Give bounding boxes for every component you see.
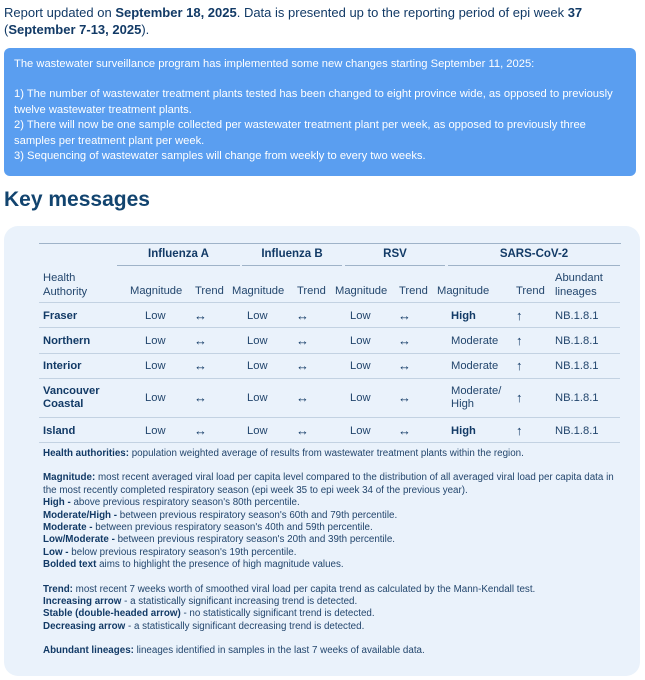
row-interior-flu-a-mag: Low — [145, 360, 166, 372]
row-interior-ha: Interior — [43, 360, 82, 372]
row-island-flu-b-stable-arrow-icon: ↔ — [296, 423, 309, 438]
row-fraser-flu-a-stable-arrow-icon: ↔ — [194, 308, 207, 323]
table-top-rule — [39, 243, 621, 244]
row-fraser-sars-mag: High — [451, 310, 476, 322]
row-island-flu-a-stable-arrow-icon: ↔ — [194, 423, 207, 438]
row-rule — [39, 327, 620, 328]
report-updated-text: Report updated on September 18, 2025. Data is presented up to the reporting period of epi week 37 (September 7-13, 2025). — [4, 5, 583, 37]
row-fraser-flu-b-mag: Low — [247, 310, 268, 322]
rule-influenza-a — [117, 265, 240, 266]
surveillance-table — [4, 226, 640, 456]
note-moderate-high: Moderate/High - between previous respiratory season's 60th and 79th percentile. — [43, 509, 398, 521]
col-flu-a-magnitude: Magnitude — [130, 285, 183, 297]
table-bottom-rule — [39, 442, 620, 443]
row-island-sars-increasing-arrow-icon: ↑ — [516, 423, 523, 438]
row-island-flu-a-mag: Low — [145, 425, 166, 437]
report-epi-week: 37 — [567, 5, 583, 20]
note-stable-arrow: Stable (double-headed arrow) - no statistically significant trend is detected. — [43, 608, 375, 620]
row-interior-flu-b-stable-arrow-icon: ↔ — [296, 358, 309, 373]
note-moderate: Moderate - between previous respiratory season's 40th and 59th percentile. — [43, 522, 373, 534]
col-sars-magnitude: Magnitude — [437, 285, 490, 297]
program-changes-notice — [4, 48, 636, 176]
row-island-flu-b-mag: Low — [247, 425, 268, 437]
row-northern-flu-b-stable-arrow-icon: ↔ — [296, 333, 309, 348]
row-northern-flu-a-mag: Low — [145, 335, 166, 347]
note-low: Low - below previous respiratory season's 19th percentile. — [43, 546, 297, 558]
notice-item-2: 2) There will now be one sample collected per wastewater treatment plant per week, as opposed to previously three samples per treatment plant per week. — [14, 119, 586, 147]
row-northern-rsv-stable-arrow-icon: ↔ — [398, 333, 411, 348]
note-decreasing-arrow: Decreasing arrow - a statistically significant decreasing trend is detected. — [43, 620, 365, 632]
note-health-authorities: Health authorities: population weighted average of results from wastewater treatment plants within the region. — [43, 448, 524, 459]
note-abundant-lineages: Abundant lineages: lineages identified in samples in the last 7 weeks of available data. — [43, 645, 425, 657]
row-island-rsv-stable-arrow-icon: ↔ — [398, 423, 411, 438]
row-vancouver-coastal-lineage: NB.1.8.1 — [555, 392, 599, 404]
row-fraser-rsv-stable-arrow-icon: ↔ — [398, 308, 411, 323]
row-vancouver-coastal-rsv-mag: Low — [350, 392, 371, 404]
row-fraser-lineage: NB.1.8.1 — [555, 310, 599, 322]
row-northern-sars-increasing-arrow-icon: ↑ — [516, 333, 523, 348]
header-influenza-a: Influenza A — [148, 248, 209, 260]
row-fraser-sars-increasing-arrow-icon: ↑ — [516, 308, 523, 323]
header-bottom-rule — [39, 302, 620, 303]
report-period: September 7-13, 2025 — [8, 22, 142, 37]
report-date: September 18, 2025 — [115, 5, 237, 20]
row-rule — [39, 417, 620, 418]
row-interior-sars-mag: Moderate — [451, 360, 499, 372]
notice-item-1: 1) The number of wastewater treatment plants tested has been changed to eight province wide, as opposed to previously twelve wastewater treatment plants. — [14, 88, 613, 116]
col-flu-a-trend: Trend — [195, 285, 224, 297]
note-increasing-arrow: Increasing arrow - a statistically significant increasing trend is detected. — [43, 596, 358, 608]
row-northern-flu-b-mag: Low — [247, 335, 268, 347]
rule-rsv — [345, 265, 445, 266]
col-health-authority: Health Authority — [43, 272, 88, 298]
row-interior-flu-b-mag: Low — [247, 360, 268, 372]
row-interior-rsv-mag: Low — [350, 360, 371, 372]
col-rsv-trend: Trend — [399, 285, 428, 297]
rule-sars-cov-2 — [448, 265, 620, 266]
note-magnitude: Magnitude: most recent averaged viral load per capita level compared to the distribution of all averaged viral load per capita data in the most recently completed respiratory season (epi week 35 to epi week 34 of the previous year). — [43, 472, 614, 496]
row-rule — [39, 353, 620, 354]
row-interior-sars-increasing-arrow-icon: ↑ — [516, 358, 523, 373]
notice-item-3: 3) Sequencing of wastewater samples will change from weekly to every two weeks. — [14, 150, 426, 163]
row-northern-ha: Northern — [43, 335, 91, 347]
key-messages-panel — [4, 226, 640, 676]
header-rsv: RSV — [383, 248, 407, 260]
row-northern-flu-a-stable-arrow-icon: ↔ — [194, 333, 207, 348]
row-northern-sars-mag: Moderate — [451, 335, 499, 347]
row-vancouver-coastal-sars-increasing-arrow-icon: ↑ — [516, 390, 523, 405]
row-island-lineage: NB.1.8.1 — [555, 425, 599, 437]
row-fraser-flu-b-stable-arrow-icon: ↔ — [296, 308, 309, 323]
row-fraser-flu-a-mag: Low — [145, 310, 166, 322]
note-bolded-text: Bolded text aims to highlight the presence of high magnitude values. — [43, 559, 344, 571]
row-vancouver-coastal-sars-mag: Moderate/ High — [451, 385, 502, 410]
row-interior-lineage: NB.1.8.1 — [555, 360, 599, 372]
row-island-rsv-mag: Low — [350, 425, 371, 437]
col-sars-trend: Trend — [516, 285, 545, 297]
row-northern-lineage: NB.1.8.1 — [555, 335, 599, 347]
header-influenza-b: Influenza B — [261, 248, 323, 260]
row-island-sars-mag: High — [451, 425, 476, 437]
row-vancouver-coastal-flu-a-stable-arrow-icon: ↔ — [194, 390, 207, 405]
note-low-moderate: Low/Moderate - between previous respiratory season's 20th and 39th percentile. — [43, 534, 396, 546]
row-interior-rsv-stable-arrow-icon: ↔ — [398, 358, 411, 373]
row-vancouver-coastal-ha: Vancouver Coastal — [43, 385, 100, 410]
col-flu-b-magnitude: Magnitude — [232, 285, 285, 297]
row-vancouver-coastal-rsv-stable-arrow-icon: ↔ — [398, 390, 411, 405]
row-northern-rsv-mag: Low — [350, 335, 371, 347]
rule-influenza-b — [242, 265, 342, 266]
notice-intro: The wastewater surveillance program has implemented some new changes starting September 11, 2025: — [14, 58, 535, 70]
row-rule — [39, 378, 620, 379]
col-abundant-lineages: Abundant lineages — [555, 272, 603, 298]
row-interior-flu-a-stable-arrow-icon: ↔ — [194, 358, 207, 373]
key-messages-heading: Key messages — [4, 188, 150, 211]
col-flu-b-trend: Trend — [297, 285, 326, 297]
note-high: High - above previous respiratory season's 80th percentile. — [43, 497, 300, 509]
row-fraser-rsv-mag: Low — [350, 310, 371, 322]
note-trend: Trend: most recent 7 weeks worth of smoothed viral load per capita trend as calculated by the Mann-Kendall test. — [43, 583, 536, 595]
row-island-ha: Island — [43, 425, 76, 437]
header-sars-cov-2: SARS-CoV-2 — [499, 248, 569, 260]
row-vancouver-coastal-flu-a-mag: Low — [145, 392, 166, 404]
row-vancouver-coastal-flu-b-stable-arrow-icon: ↔ — [296, 390, 309, 405]
col-rsv-magnitude: Magnitude — [335, 285, 388, 297]
row-fraser-ha: Fraser — [43, 310, 78, 322]
table-notes — [43, 448, 628, 658]
row-vancouver-coastal-flu-b-mag: Low — [247, 392, 268, 404]
